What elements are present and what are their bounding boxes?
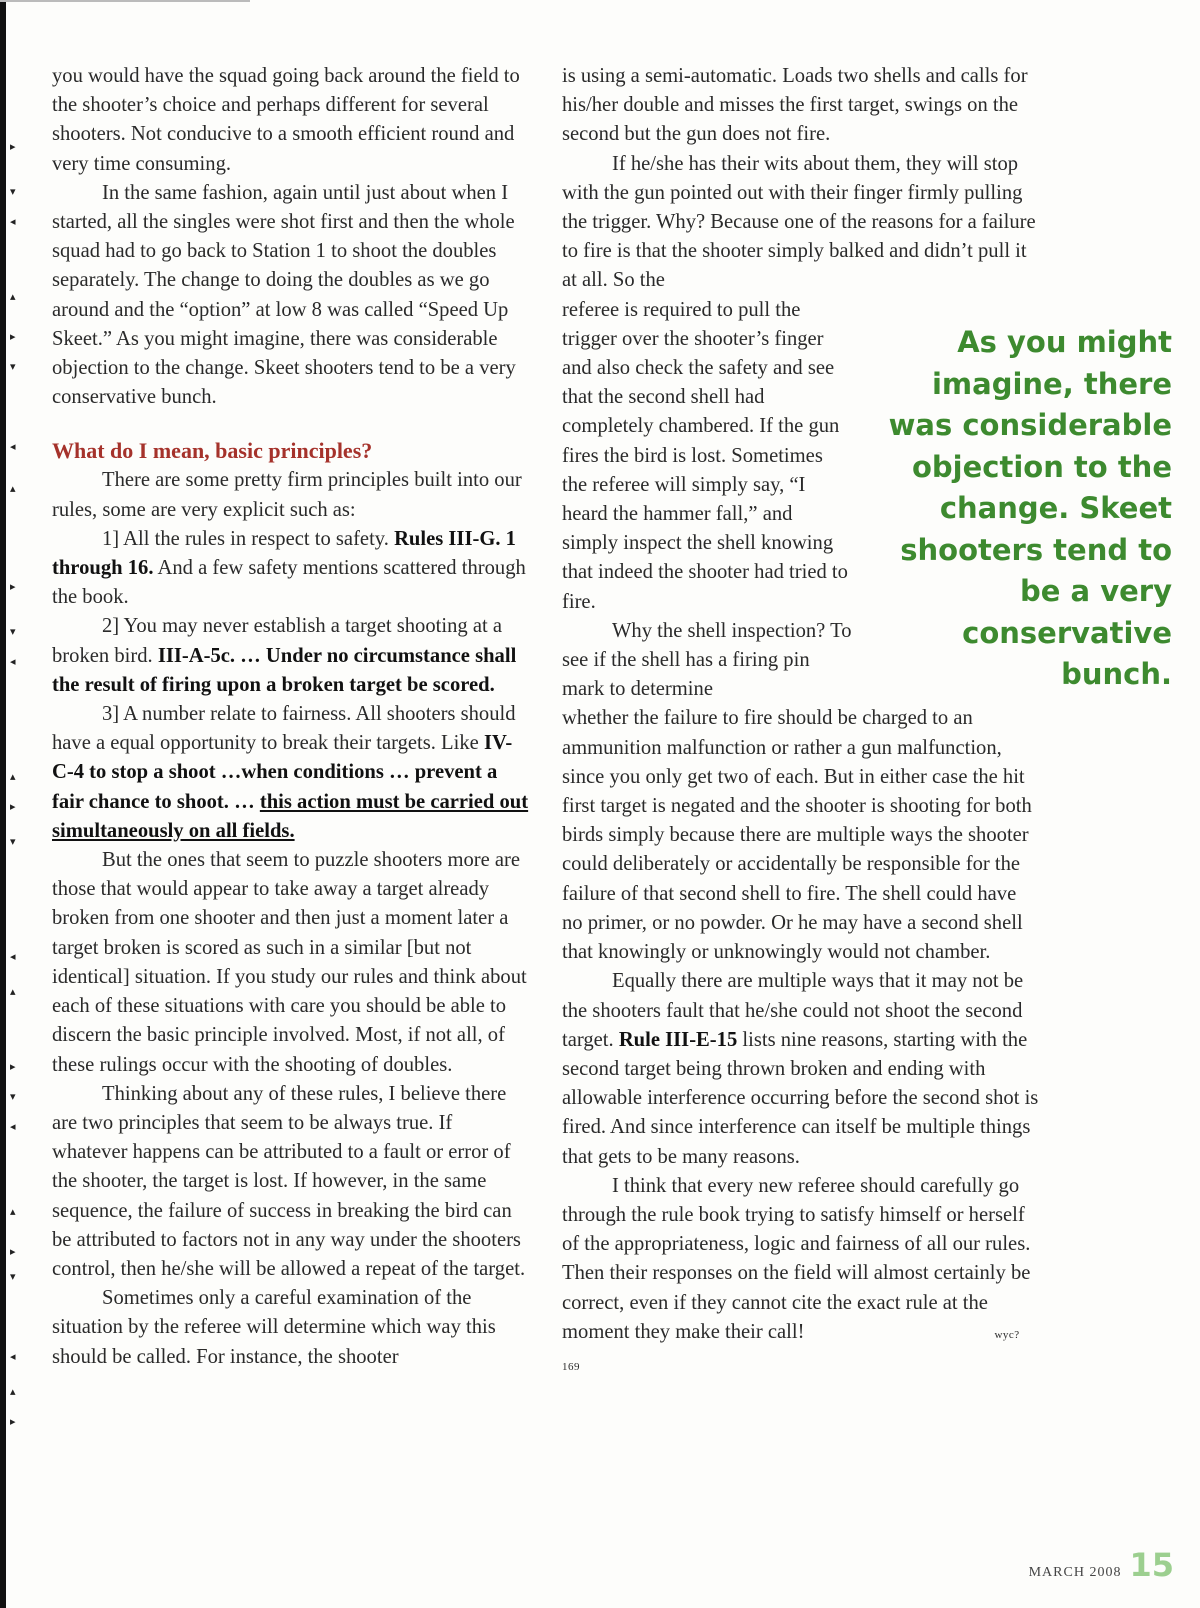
author-signature: wyc? 169 [562, 1328, 1020, 1373]
item-text: 2] You may never establish a target shooting at a broken bird. [52, 615, 502, 667]
paragraph [562, 1172, 1040, 1382]
scan-mark: ◂ [10, 440, 16, 453]
paragraph: whether the failure to fire should be charged to an ammunition malfunction or rather a gun malfunction, since you only get two of each. But in either case the hit first target is negated and the shooter is shooting for both birds simply because there are multiple ways the shooter could deliberately or accidentally be responsible for the failure of that second shell to fire. The shell could have no primer, or no powder. Or he may have a second shell that knowingly or unknowingly would not chamber. [562, 707, 1032, 964]
scan-mark: ▸ [10, 580, 16, 593]
left-column [52, 62, 530, 1372]
scan-mark: ▴ [10, 1385, 16, 1398]
scan-mark: ▾ [10, 1270, 16, 1283]
scan-mark: ◂ [10, 1350, 16, 1363]
paragraph: Why the shell inspection? To see if the shell has a firing pin mark to determine [562, 619, 852, 701]
rule-emphasis: this action must be carried out simultaneously on all fields. [52, 790, 529, 842]
scan-mark: ▾ [10, 360, 16, 373]
issue-date: MARCH 2008 [1028, 1565, 1122, 1580]
scan-mark: ▸ [10, 800, 16, 813]
item-text: 3] A number relate to fairness. All shooters should have a equal opportunity to break their targets. Like [52, 703, 516, 755]
scan-mark: ▴ [10, 290, 16, 303]
scan-mark: ▴ [10, 482, 16, 495]
scan-mark: ▾ [10, 835, 16, 848]
paragraph: referee is required to pull the trigger over the shooter’s finger and also check the safety and see that the second shell had completely chambered. If the gun fires the bird is lost. Sometimes the referee will simply say, “I heard the hammer fall,” and simply inspect the shell knowing that indeed the shooter had tried to fire. [562, 298, 848, 613]
scan-mark: ▸ [10, 140, 16, 153]
paragraph-text: lists nine reasons, starting with the second target being thrown broken and ending with allowable interference occurring before the second shot is fired. And since interference can itself be multiple things that gets to be many reasons. [562, 1028, 1039, 1168]
scan-mark: ▴ [10, 985, 16, 998]
scan-mark: ◂ [10, 1120, 16, 1133]
paragraph [562, 967, 1040, 1171]
page-footer [1029, 1546, 1174, 1584]
top-rule [0, 0, 250, 2]
scan-mark: ▾ [10, 185, 16, 198]
paragraph: Sometimes only a careful examination of the situation by the referee will determine which way this should be called. For instance, the shooter [52, 1287, 496, 1368]
scan-mark: ▸ [10, 1060, 16, 1073]
paragraph: is using a semi-automatic. Loads two shells and calls for his/her double and misses the first target, swings on the second but the gun does not fire. [562, 65, 1028, 146]
rule-reference: Rules III-G. 1 through 16. [52, 527, 516, 580]
paragraph: There are some pretty firm principles built into our rules, some are very explicit such as: [52, 469, 522, 521]
scan-mark: ◂ [10, 215, 16, 228]
paragraph: If he/she has their wits about them, they will stop with the gun pointed out with their finger firmly pulling the trigger. Why? Because one of the reasons for a failure to fire is that the shooter simply balked and didn’t pull it at all. So the [562, 152, 1036, 292]
paragraph-text: Equally there are multiple ways that it may not be the shooters fault that he/she could not shoot the second target. [562, 970, 1024, 1051]
rule-reference: IV-C-4 to stop a shoot …when conditions … prevent a fair chance to shoot. … [52, 732, 513, 813]
scan-mark: ▸ [10, 1415, 16, 1428]
right-column [562, 62, 1040, 1382]
item-text: And a few safety mentions scattered through the book. [52, 557, 526, 609]
paragraph: Thinking about any of these rules, I believe there are two principles that seem to be always true. If whatever happens can be attributed to a fault or error of the shooter, the target is lost. If however, in the same sequence, the failure of success in breaking the bird can be attributed to factors not in any way under the shooters control, then he/she will be allowed a repeat of the target. [52, 1082, 526, 1280]
rule-reference: III-A-5c. … Under no circumstance shall the result of firing upon a broken target be scored. [52, 644, 517, 696]
scan-mark: ▴ [10, 770, 16, 783]
scan-mark: ▾ [10, 625, 16, 638]
scan-mark: ▸ [10, 330, 16, 343]
paragraph-text: I think that every new referee should carefully go through the rule book trying to satisfy himself or herself of the appropriateness, logic and fairness of all our rules. Then their responses on the field will almost certainly be correct, even if they cannot cite the exact rule at the moment they make their call! [562, 1174, 1031, 1343]
page-number: 15 [1129, 1546, 1174, 1584]
rule-item-1 [52, 525, 530, 613]
paragraph: But the ones that seem to puzzle shooters more are those that would appear to take away a target already broken from one shooter and then just a moment later a target broken is scored as such in a similar [but not identical] situation. If you study our rules and think about each of these situations with care you should be able to discern the basic principle involved. Most, if not all, of these rulings occur with the shooting of doubles. [52, 849, 527, 1076]
rule-item-3 [52, 700, 530, 846]
scan-mark: ▴ [10, 1205, 16, 1218]
paragraph: you would have the squad going back around the field to the shooter’s choice and perhaps different for several shooters. Not conducive to a smooth efficient round and very time consuming. [52, 65, 520, 175]
scan-mark: ▾ [10, 1090, 16, 1103]
rule-item-2 [52, 612, 530, 700]
paragraph: In the same fashion, again until just about when I started, all the singles were shot first and then the whole squad had to go back to Station 1 to shoot the doubles separately. The change to doing the doubles as we go around and the “option” at low 8 was called “Speed Up Skeet.” As you might imagine, there was considerable objection to the change. Skeet shooters tend to be a very conservative bunch. [52, 181, 516, 409]
rule-reference: Rule III-E-15 [618, 1028, 738, 1051]
item-text: 1] All the rules in respect to safety. [102, 527, 389, 550]
scan-mark: ◂ [10, 655, 16, 668]
scan-mark: ◂ [10, 950, 16, 963]
scan-marks [6, 0, 26, 1608]
section-heading: What do I mean, basic principles? [52, 438, 373, 464]
pull-quote: As you might imagine, there was considerable objection to the change. Skeet shooters tend to be a very conservative bunch. [888, 325, 1172, 691]
scan-mark: ▸ [10, 1245, 16, 1258]
